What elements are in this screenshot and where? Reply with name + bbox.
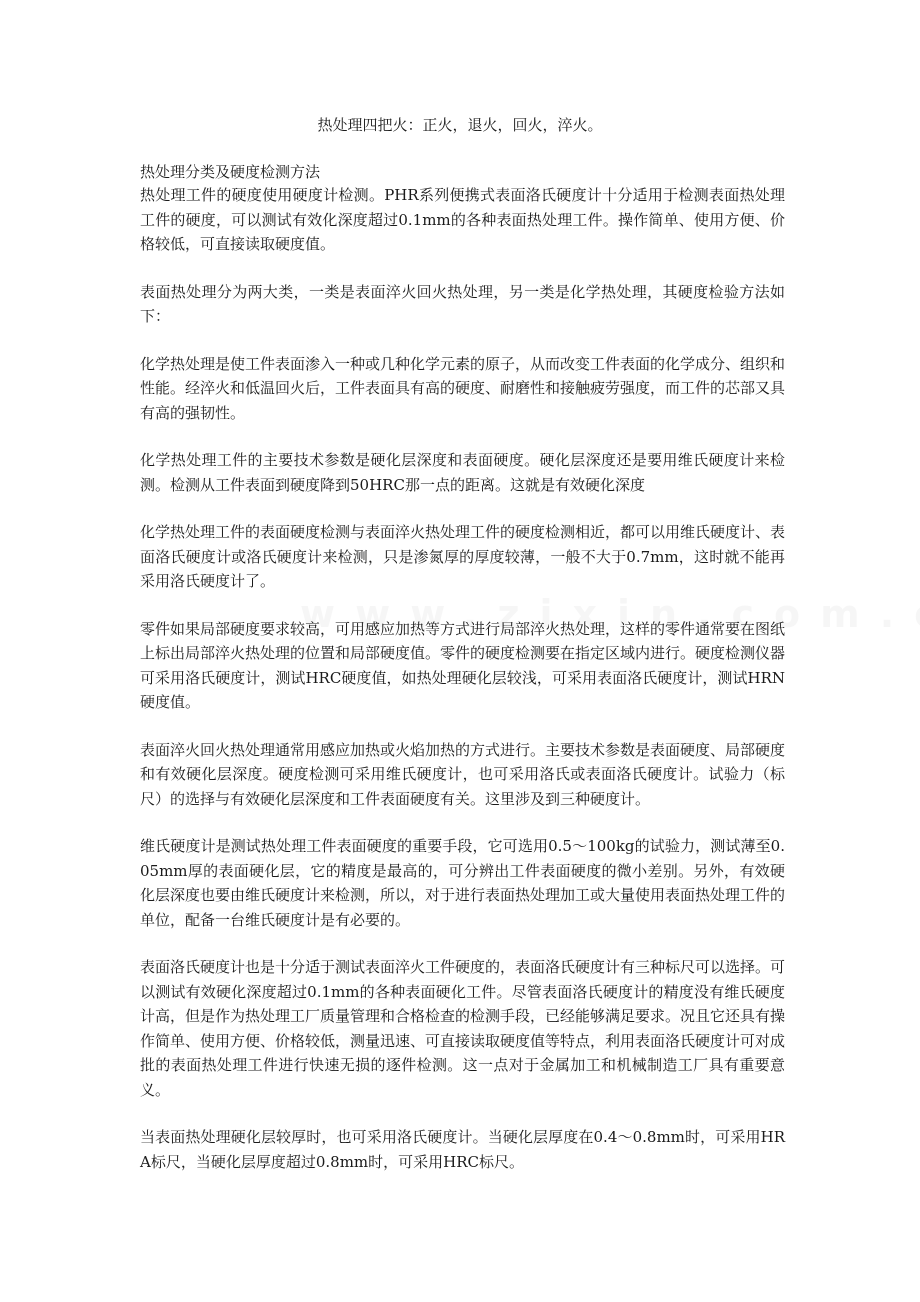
paragraph-6: 零件如果局部硬度要求较高，可用感应加热等方式进行局部淬火热处理，这样的零件通常要在图纸上标出局部淬火热处理的位置和局部硬度值。零件的硬度检测要在指定区域内进行。硬度检测仪器可采用洛氏硬度计，测试HRC硬度值，如热处理硬化层较浅，可采用表面洛氏硬度计，测试HRN硬度值。 (140, 619, 786, 711)
document-body (140, 162, 785, 1197)
paragraph-9: 表面洛氏硬度计也是十分适于测试表面淬火工件硬度的，表面洛氏硬度计有三种标尺可以选择。可以测试有效硬化深度超过0.1mm的各种表面硬化工件。尽管表面洛氏硬度计的精度没有维氏硬度计高，但是作为热处理工厂质量管理和合格检查的检测手段，已经能够满足要求。况且它还具有操作简单、使用方便、价格较低，测量迅速、可直接读取硬度值等特点，利用表面洛氏硬度计可对成批的表面热处理工件进行快速无损的逐件检测。这一点对于金属加工和机械制造工厂具有重要意义。 (140, 958, 786, 1099)
paragraph-7: 表面淬火回火热处理通常用感应加热或火焰加热的方式进行。主要技术参数是表面硬度、局部硬度和有效硬化层深度。硬度检测可采用维氏硬度计，也可采用洛氏或表面洛氏硬度计。试验力（标尺）的选择与有效硬化层深度和工件表面硬度有关。这里涉及到三种硬度计。 (140, 740, 786, 808)
section-heading: 热处理分类及硬度检测方法 (140, 163, 321, 181)
paragraph-2: 表面热处理分为两大类，一类是表面淬火回火热处理，另一类是化学热处理，其硬度检验方法如下： (140, 282, 785, 325)
paragraph-8: 维氏硬度计是测试热处理工件表面硬度的重要手段，它可选用0.5～100kg的试验力，测试薄至0.05mm厚的表面硬化层，它的精度是最高的，可分辨出工件表面硬度的微小差别。另外，有效硬化层深度也要由维氏硬度计来检测，所以，对于进行表面热处理加工或大量使用表面热处理工件的单位，配备一台维氏硬度计是有必要的。 (140, 837, 786, 929)
paragraph-10: 当表面热处理硬化层较厚时，也可采用洛氏硬度计。当硬化层厚度在0.4～0.8mm时，可采用HRA标尺，当硬化层厚度超过0.8mm时，可采用HRC标尺。 (140, 1128, 785, 1171)
paragraph-3: 化学热处理是使工件表面渗入一种或几种化学元素的原子，从而改变工件表面的化学成分、组织和性能。经淬火和低温回火后，工件表面具有高的硬度、耐磨性和接触疲劳强度，而工件的芯部又具有高的强韧性。 (140, 354, 786, 422)
document-title: 热处理四把火：正火，退火，回火，淬火。 (317, 116, 603, 134)
paragraph-4: 化学热处理工件的主要技术参数是硬化层深度和表面硬度。硬化层深度还是要用维氏硬度计来检测。检测从工件表面到硬度降到50HRC那一点的距离。这就是有效硬化深度 (140, 451, 785, 494)
paragraph-5: 化学热处理工件的表面硬度检测与表面淬火热处理工件的硬度检测相近，都可以用维氏硬度计、表面洛氏硬度计或洛氏硬度计来检测，只是渗氮厚的厚度较薄，一般不大于0.7mm，这时就不能再采用洛氏硬度计了。 (140, 523, 786, 590)
paragraph-1: 热处理工件的硬度使用硬度计检测。PHR系列便携式表面洛氏硬度计十分适用于检测表面热处理工件的硬度，可以测试有效化深度超过0.1mm的各种表面热处理工件。操作简单、使用方便、价格较低，可直接读取硬度值。 (140, 186, 785, 253)
